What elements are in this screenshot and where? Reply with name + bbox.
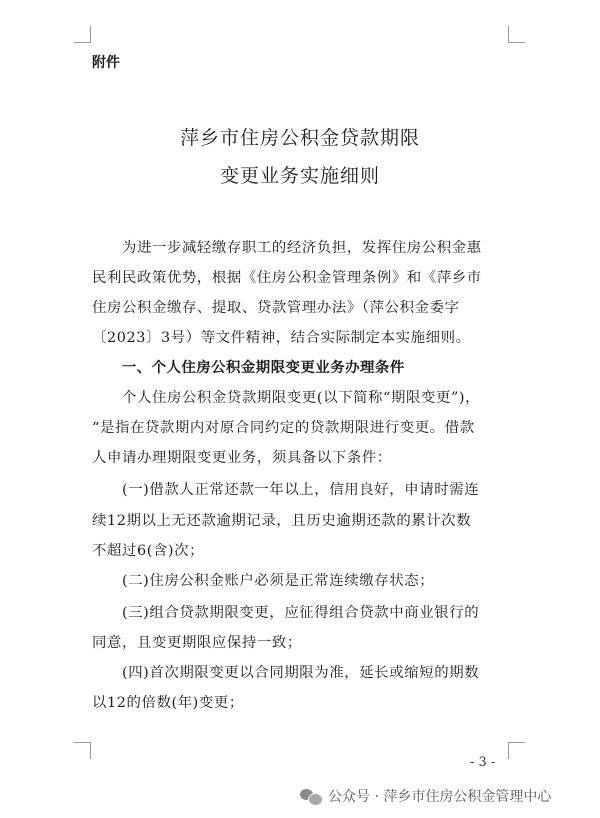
body-line: “是指在贷款期内对原合同约定的贷款期限进行变更。借款 — [92, 420, 475, 436]
source-footer — [300, 784, 551, 808]
body-line: 为进一步减轻缴存职工的经济负担，发挥住房公积金惠 — [92, 240, 482, 256]
body-line: 民利民政策优势，根据《住房公积金管理条例》和《萍乡市 — [92, 270, 482, 286]
body-line: 〔2023〕3号）等文件精神，结合实际制定本实施细则。 — [92, 330, 471, 346]
crop-mark-bottom-left — [74, 742, 91, 759]
source-label: 公众号 · 萍乡市住房公积金管理中心 — [328, 789, 552, 805]
attachment-label: 附件 — [92, 55, 120, 71]
page-number: - 3 - — [470, 755, 496, 770]
doc-title-line-2: 变更业务实施细则 — [219, 165, 380, 187]
body-line: 同意，且变更期限应保持一致； — [92, 635, 302, 651]
doc-title-line-1: 萍乡市住房公积金贷款期限 — [179, 127, 420, 149]
body-line: 续12期以上无还款逾期记录，且历史逾期还款的累计次数 — [92, 513, 472, 529]
wechat-icon — [300, 787, 322, 805]
body-line: (四)首次期限变更以合同期限为准，延长或缩短的期数 — [92, 665, 480, 681]
body-line: 人申请办理期限变更业务，须具备以下条件： — [92, 450, 392, 466]
body-line: 个人住房公积金贷款期限变更(以下简称“期限变更”)， — [92, 390, 481, 406]
body-line: (二)住房公积金账户必须是正常连续缴存状态； — [92, 573, 435, 589]
section-heading: 一、个人住房公积金期限变更业务办理条件 — [92, 360, 405, 376]
body-line: (三)组合贷款期限变更，应征得组合贷款中商业银行的 — [92, 605, 480, 621]
crop-mark-bottom-right — [508, 742, 525, 759]
body-line: 住房公积金缴存、提取、贷款管理办法》（萍公积金委字 — [92, 300, 460, 316]
body-line: 以12的倍数(年)变更； — [92, 695, 244, 711]
body-line: 不超过6(含)次； — [92, 543, 205, 559]
body-line: (一)借款人正常还款一年以上，信用良好，申请时需连 — [92, 482, 480, 498]
crop-mark-top-right — [508, 26, 525, 43]
crop-mark-top-left — [74, 26, 91, 43]
